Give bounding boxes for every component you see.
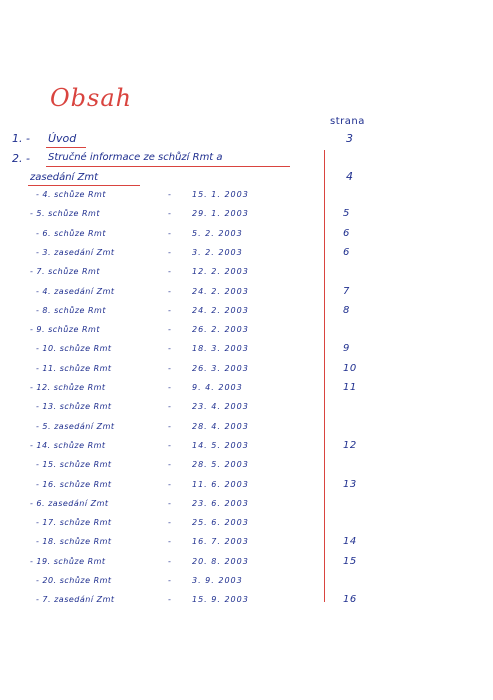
entry-label: - 10. schůze Rmt [36, 344, 112, 354]
toc-entry [0, 190, 493, 204]
entry-date: 3. 2. 2003 [192, 247, 243, 257]
entry-label: - 19. schůze Rmt [30, 556, 106, 566]
entry-label: - 3. zasedání Zmt [36, 247, 115, 257]
entry-dash: - [168, 228, 172, 238]
entry-date: 15. 9. 2003 [192, 595, 249, 605]
entry-date: 24. 2. 2003 [192, 286, 249, 296]
entry-page: 12 [343, 439, 357, 451]
entry-dash: - [168, 305, 172, 315]
entry-dash: - [168, 325, 172, 335]
section-title-continued: zasedání Zmt [30, 172, 99, 183]
toc-entry [0, 344, 493, 358]
entry-date: 18. 3. 2003 [192, 344, 249, 354]
entry-label: - 15. schůze Rmt [36, 460, 112, 470]
entry-page: 10 [343, 362, 357, 374]
entry-date: 24. 2. 2003 [192, 305, 249, 315]
toc-entry [0, 306, 493, 320]
entry-dash: - [168, 267, 172, 277]
entry-date: 28. 5. 2003 [192, 460, 249, 470]
entry-date: 9. 4. 2003 [192, 383, 243, 392]
entry-dash: - [168, 247, 172, 257]
entry-date: 23. 4. 2003 [192, 402, 249, 412]
entry-label: - 20. schůze Rmt [36, 576, 112, 585]
toc-entry [0, 402, 493, 416]
entry-dash: - [168, 556, 172, 566]
toc-entry [0, 229, 493, 243]
entry-dash: - [168, 537, 172, 547]
entry-dash: - [168, 421, 172, 431]
section-2-page: 4 [346, 170, 353, 183]
section-2-underline-continued [28, 185, 140, 186]
entry-page: 15 [343, 555, 357, 567]
entry-label: - 8. schůze Rmt [36, 305, 106, 315]
entry-date: 11. 6. 2003 [192, 479, 249, 489]
entry-page: 5 [343, 208, 350, 220]
toc-section-2 [12, 152, 312, 186]
entry-page: 8 [343, 304, 350, 316]
entry-label: - 9. schůze Rmt [30, 325, 100, 335]
entry-date: 12. 2. 2003 [192, 267, 249, 277]
entry-dash: - [168, 190, 172, 199]
entry-date: 15. 1. 2003 [192, 190, 249, 199]
entry-label: - 18. schůze Rmt [36, 537, 112, 547]
entry-date: 16. 7. 2003 [192, 537, 249, 547]
entry-date: 20. 8. 2003 [192, 556, 249, 566]
entry-dash: - [168, 383, 172, 392]
toc-entry [0, 557, 493, 571]
toc-entry [0, 422, 493, 436]
toc-entry [0, 287, 493, 301]
entry-label: - 14. schůze Rmt [30, 440, 106, 450]
entry-page: 9 [343, 343, 350, 355]
entry-date: 29. 1. 2003 [192, 209, 249, 219]
entry-date: 25. 6. 2003 [192, 518, 249, 528]
entry-label: - 12. schůze Rmt [30, 383, 106, 392]
entry-date: 23. 6. 2003 [192, 498, 249, 508]
section-1-page: 3 [346, 132, 353, 145]
entry-page: 6 [343, 246, 350, 258]
entry-date: 28. 4. 2003 [192, 421, 249, 431]
entry-label: - 6. zasedání Zmt [30, 498, 109, 508]
toc-entry [0, 460, 493, 474]
entry-label: - 5. zasedání Zmt [36, 421, 115, 431]
entry-page: 6 [343, 227, 350, 239]
toc-entry [0, 576, 493, 590]
toc-entry [0, 383, 493, 397]
section-number: 1. - [12, 132, 30, 145]
toc-entry [0, 209, 493, 223]
toc-entry [0, 595, 493, 609]
toc-entry [0, 537, 493, 551]
entry-dash: - [168, 460, 172, 470]
entry-label: - 17. schůze Rmt [36, 518, 112, 528]
toc-entry [0, 480, 493, 494]
entry-dash: - [168, 518, 172, 528]
entry-dash: - [168, 286, 172, 296]
entry-dash: - [168, 209, 172, 219]
entry-dash: - [168, 402, 172, 412]
section-title: Úvod [48, 132, 77, 145]
entry-label: - 4. zasedání Zmt [36, 286, 115, 296]
toc-entry [0, 518, 493, 532]
toc-entry [0, 248, 493, 262]
entry-label: - 6. schůze Rmt [36, 228, 106, 238]
entry-dash: - [168, 595, 172, 605]
toc-section-1 [12, 132, 312, 148]
section-number: 2. - [12, 152, 30, 165]
entry-date: 26. 2. 2003 [192, 325, 249, 335]
entry-label: - 5. schůze Rmt [30, 209, 100, 219]
entry-dash: - [168, 479, 172, 489]
section-2-underline [46, 166, 290, 167]
entry-page: 13 [343, 478, 357, 490]
toc-entry [0, 441, 493, 455]
entry-label: - 4. schůze Rmt [36, 190, 106, 199]
entry-date: 14. 5. 2003 [192, 440, 249, 450]
entry-label: - 16. schůze Rmt [36, 479, 112, 489]
section-1-underline [46, 147, 86, 148]
toc-entry [0, 325, 493, 339]
page-title: Obsah [50, 84, 133, 112]
entry-page: 11 [343, 382, 357, 393]
entry-date: 26. 3. 2003 [192, 363, 249, 373]
entry-dash: - [168, 344, 172, 354]
toc-entry [0, 499, 493, 513]
entry-page: 14 [343, 536, 357, 548]
entry-page: 16 [343, 594, 357, 606]
toc-entry [0, 364, 493, 378]
entry-label: - 7. zasedání Zmt [36, 595, 115, 605]
entry-label: - 13. schůze Rmt [36, 402, 112, 412]
entry-label: - 7. schůze Rmt [30, 267, 100, 277]
page-column-label: strana [330, 116, 365, 127]
entry-dash: - [168, 576, 172, 585]
entry-date: 3. 9. 2003 [192, 576, 243, 585]
section-title: Stručné informace ze schůzí Rmt a [48, 152, 223, 163]
toc-entry [0, 267, 493, 281]
entry-dash: - [168, 363, 172, 373]
entry-label: - 11. schůze Rmt [36, 363, 112, 373]
entry-dash: - [168, 440, 172, 450]
entry-dash: - [168, 498, 172, 508]
entry-date: 5. 2. 2003 [192, 228, 243, 238]
entry-page: 7 [343, 285, 350, 297]
